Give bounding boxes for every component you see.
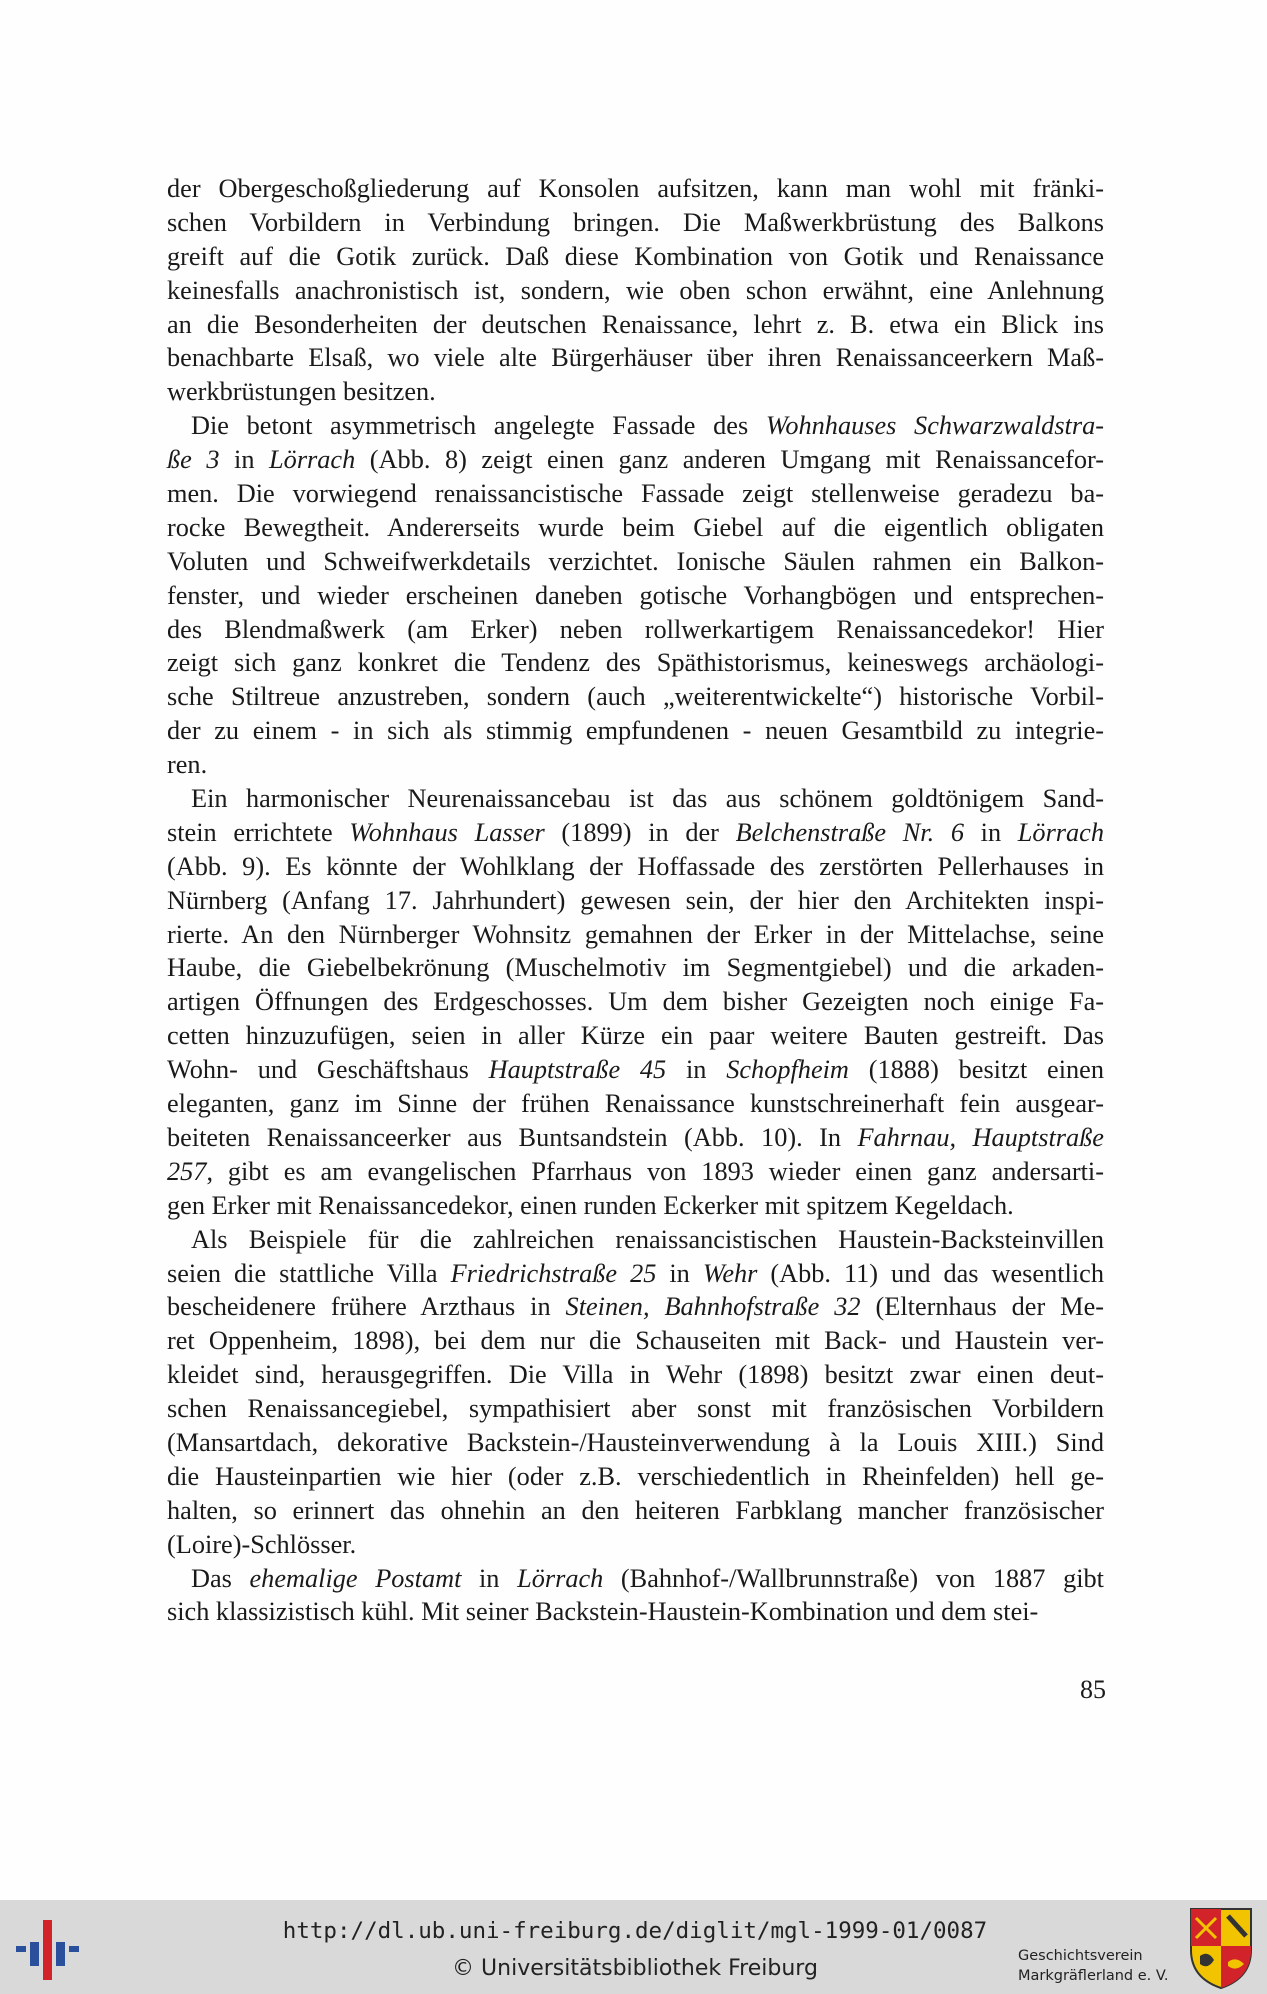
text-line bbox=[167, 341, 1104, 375]
text-line bbox=[167, 1494, 1104, 1528]
page-number: 85 bbox=[1080, 1675, 1106, 1704]
text-segment: benachbarte Elsaß, wo viele alte Bürgerhäuser über ihren Renaissanceerkern Maß- bbox=[167, 343, 1104, 373]
italic-text: Schopfheim bbox=[726, 1055, 849, 1085]
italic-text: Wohnhaus Lasser bbox=[349, 817, 545, 847]
italic-text: Lörrach bbox=[517, 1563, 604, 1593]
text-segment: men. Die vorwiegend renaissancistische Fassade zeigt stellenweise geradezu ba- bbox=[167, 479, 1104, 509]
text-segment: cetten hinzuzufügen, seien in aller Kürze ein paar weitere Bauten gestreift. Das bbox=[167, 1021, 1104, 1051]
italic-text: Hauptstraße 45 bbox=[488, 1055, 667, 1085]
text-segment: des Blendmaßwerk (am Erker) neben rollwerkartigem Renaissancedekor! Hier bbox=[167, 614, 1104, 644]
text-segment: stein errichtete bbox=[167, 817, 350, 847]
text-line bbox=[167, 274, 1104, 308]
text-line bbox=[167, 1392, 1104, 1426]
society-name-line2: Markgräflerland e. V. bbox=[1018, 1968, 1169, 1984]
italic-text: Friedrichstraße 25 bbox=[450, 1258, 657, 1288]
text-segment: ren. bbox=[167, 750, 208, 780]
text-line bbox=[167, 918, 1104, 952]
text-segment: (Elternhaus der Me- bbox=[860, 1292, 1104, 1322]
text-line bbox=[167, 1290, 1104, 1324]
text-line bbox=[167, 613, 1104, 647]
text-segment: seien die stattliche Villa bbox=[167, 1258, 451, 1288]
text-line bbox=[167, 409, 1104, 443]
text-line bbox=[167, 1460, 1104, 1494]
text-segment: halten, so erinnert das ohnehin an den heiteren Farbklang mancher französischer bbox=[167, 1495, 1104, 1525]
italic-text: Wehr bbox=[702, 1258, 758, 1288]
text-segment: kleidet sind, herausgegriffen. Die Villa in Wehr (1898) besitzt zwar einen deut- bbox=[167, 1360, 1104, 1390]
text-line bbox=[167, 579, 1104, 613]
text-segment: (1888) besitzt einen bbox=[848, 1055, 1104, 1085]
text-segment: rocke Bewegtheit. Andererseits wurde beim Giebel auf die eigentlich obligaten bbox=[167, 512, 1104, 542]
text-line bbox=[167, 375, 1104, 409]
text-segment: der Obergeschoßgliederung auf Konsolen aufsitzen, kann man wohl mit fränki- bbox=[167, 174, 1104, 203]
text-segment: zeigt sich ganz konkret die Tendenz des Späthistorismus, keineswegs archäologi- bbox=[167, 648, 1104, 678]
text-line bbox=[167, 1019, 1104, 1053]
text-line bbox=[167, 1257, 1104, 1291]
text-segment: Das bbox=[191, 1563, 250, 1593]
text-segment: greift auf die Gotik zurück. Daß diese Kombination von Gotik und Renaissance bbox=[167, 241, 1104, 271]
text-segment: schen Vorbildern in Verbindung bringen. Die Maßwerkbrüstung des Balkons bbox=[167, 207, 1104, 237]
text-line bbox=[167, 1358, 1104, 1392]
text-segment: , gibt es am evangelischen Pfarrhaus von 1893 wieder einen ganz andersarti- bbox=[206, 1156, 1104, 1186]
text-line bbox=[167, 511, 1104, 545]
italic-text: Wohnhauses Schwarzwaldstra- bbox=[765, 411, 1104, 441]
footer-url-link[interactable]: http://dl.ub.uni-freiburg.de/diglit/mgl-1999-01/0087 bbox=[282, 1918, 988, 1944]
text-segment: fenster, und wieder erscheinen daneben gotische Vorhangbögen und entsprechen- bbox=[167, 580, 1104, 610]
text-segment: Voluten und Schweifwerkdetails verzichtet. Ionische Säulen rahmen ein Balkon- bbox=[167, 546, 1104, 576]
text-line bbox=[167, 884, 1104, 918]
text-segment: schen Renaissancegiebel, sympathisiert aber sonst mit französischen Vorbildern bbox=[167, 1394, 1104, 1424]
text-line bbox=[167, 1121, 1104, 1155]
text-segment: Als Beispiele für die zahlreichen renaissancistischen Haustein-Backsteinvillen bbox=[191, 1224, 1104, 1254]
text-segment: Ein harmonischer Neurenaissancebau ist das aus schönem goldtönigem Sand- bbox=[191, 784, 1104, 814]
text-segment: sich klassizistisch kühl. Mit seiner Backstein-Haustein-Kombination und dem stei- bbox=[167, 1597, 1039, 1627]
text-segment: artigen Öffnungen des Erdgeschosses. Um dem bisher Gezeigten noch einige Fa- bbox=[167, 987, 1104, 1017]
text-segment: in bbox=[963, 817, 1018, 847]
text-segment: (Abb. 8) zeigt einen ganz anderen Umgang mit Renaissancefor- bbox=[355, 445, 1105, 475]
text-line bbox=[167, 206, 1104, 240]
text-line bbox=[167, 646, 1104, 680]
text-segment: bescheidenere frühere Arzthaus in bbox=[167, 1292, 566, 1322]
text-segment: gen Erker mit Renaissancedekor, einen runden Eckerker mit spitzem Kegeldach. bbox=[167, 1190, 1014, 1220]
body-text bbox=[167, 172, 1104, 1629]
text-segment: Die betont asymmetrisch angelegte Fassade des bbox=[191, 411, 766, 441]
text-line bbox=[167, 1426, 1104, 1460]
italic-text: Fahrnau, Hauptstraße bbox=[857, 1122, 1104, 1152]
text-segment: an die Besonderheiten der deutschen Renaissance, lehrt z. B. etwa ein Blick ins bbox=[167, 309, 1104, 339]
footer-copyright: © Universitätsbibliothek Freiburg bbox=[452, 1956, 818, 1981]
italic-text: Steinen, Bahnhofstraße 32 bbox=[565, 1292, 861, 1322]
text-line bbox=[167, 680, 1104, 714]
text-line bbox=[167, 1053, 1104, 1087]
text-line bbox=[167, 782, 1104, 816]
text-segment: werkbrüstungen besitzen. bbox=[167, 377, 436, 407]
text-line bbox=[167, 172, 1104, 206]
text-segment: (Mansartdach, dekorative Backstein-/Hausteinverwendung à la Louis XIII.) Sind bbox=[167, 1427, 1104, 1457]
text-segment: keinesfalls anachronistisch ist, sondern, wie oben schon erwähnt, eine Anlehnung bbox=[167, 275, 1104, 305]
italic-text: Lörrach bbox=[1017, 817, 1105, 847]
text-segment: beiteten Renaissanceerker aus Buntsandstein (Abb. 10). In bbox=[167, 1122, 858, 1152]
text-line bbox=[167, 748, 1104, 782]
text-segment: (Abb. 9). Es könnte der Wohlklang der Hoffassade des zerstörten Pellerhauses in bbox=[167, 851, 1104, 881]
coat-of-arms-icon bbox=[1188, 1906, 1254, 1990]
text-line bbox=[167, 477, 1104, 511]
italic-text: ße 3 bbox=[167, 445, 220, 475]
text-segment: (Abb. 11) und das wesentlich bbox=[757, 1258, 1104, 1288]
italic-text: Lörrach bbox=[269, 445, 356, 475]
text-segment: sche Stiltreue anzustreben, sondern (auch „weiterentwickelte“) historische Vorbil- bbox=[167, 682, 1104, 712]
text-line bbox=[167, 545, 1104, 579]
text-line bbox=[167, 985, 1104, 1019]
text-segment: Nürnberg (Anfang 17. Jahrhundert) gewesen sein, der hier den Architekten inspi- bbox=[167, 885, 1104, 915]
text-line bbox=[167, 308, 1104, 342]
text-line bbox=[167, 240, 1104, 274]
text-line bbox=[167, 1324, 1104, 1358]
text-line bbox=[167, 816, 1104, 850]
text-segment: der zu einem - in sich als stimmig empfundenen - neuen Gesamtbild zu integrie- bbox=[167, 716, 1104, 746]
text-segment: in bbox=[656, 1258, 703, 1288]
italic-text: Belchenstraße Nr. 6 bbox=[735, 817, 964, 847]
text-segment: (Bahnhof-/Wallbrunnstraße) von 1887 gibt bbox=[603, 1563, 1104, 1593]
text-line bbox=[167, 1189, 1104, 1223]
italic-text: 257 bbox=[167, 1156, 207, 1186]
paragraph bbox=[167, 409, 1104, 782]
text-segment: (1899) in der bbox=[544, 817, 736, 847]
paragraph bbox=[167, 1562, 1104, 1630]
text-line bbox=[167, 1528, 1104, 1562]
text-segment: in bbox=[219, 445, 270, 475]
text-line bbox=[167, 1087, 1104, 1121]
italic-text: ehemalige Postamt bbox=[249, 1563, 462, 1593]
text-segment: in bbox=[461, 1563, 518, 1593]
text-segment: ret Oppenheim, 1898), bei dem nur die Schauseiten mit Back- und Haustein ver- bbox=[167, 1326, 1104, 1356]
text-segment: rierte. An den Nürnberger Wohnsitz gemahnen der Erker in der Mittelachse, seine bbox=[167, 919, 1104, 949]
text-line bbox=[167, 850, 1104, 884]
society-name bbox=[1018, 1946, 1178, 1986]
text-line bbox=[167, 443, 1104, 477]
text-line bbox=[167, 1155, 1104, 1189]
text-segment: (Loire)-Schlösser. bbox=[167, 1529, 357, 1559]
text-line bbox=[167, 951, 1104, 985]
text-segment: in bbox=[666, 1055, 727, 1085]
ub-freiburg-logo-icon bbox=[14, 1912, 80, 1984]
paragraph bbox=[167, 172, 1104, 409]
text-line bbox=[167, 714, 1104, 748]
text-segment: Haube, die Giebelbekrönung (Muschelmotiv im Segmentgiebel) und die arkaden- bbox=[167, 953, 1104, 983]
society-name-line1: Geschichtsverein bbox=[1018, 1948, 1143, 1964]
paragraph bbox=[167, 782, 1104, 1223]
paragraph bbox=[167, 1223, 1104, 1562]
text-line bbox=[167, 1595, 1104, 1629]
text-segment: Wohn- und Geschäftshaus bbox=[167, 1055, 489, 1085]
text-line bbox=[167, 1562, 1104, 1596]
footer-bar bbox=[0, 1900, 1267, 1994]
text-line bbox=[167, 1223, 1104, 1257]
text-segment: eleganten, ganz im Sinne der frühen Renaissance kunstschreinerhaft fein ausgear- bbox=[167, 1089, 1104, 1119]
text-segment: die Hausteinpartien wie hier (oder z.B. verschiedentlich in Rheinfelden) hell ge- bbox=[167, 1461, 1104, 1491]
